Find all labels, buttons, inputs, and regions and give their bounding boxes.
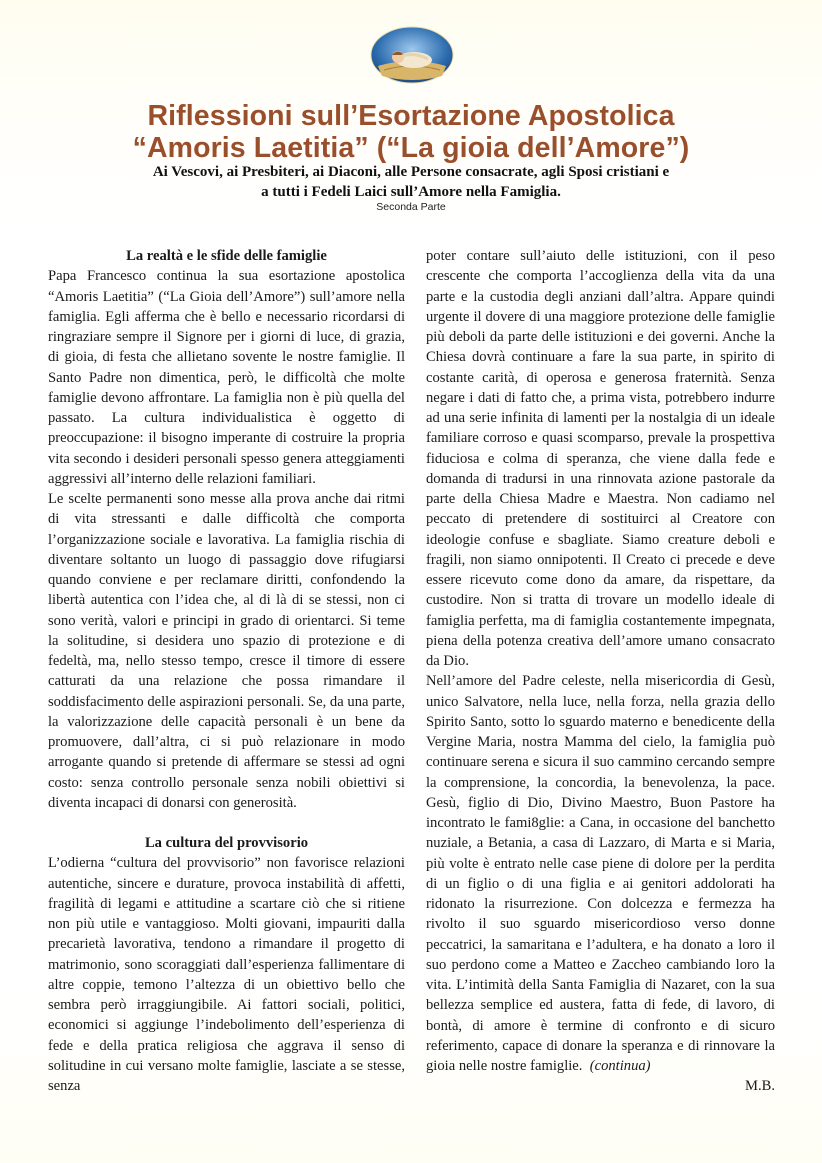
body-paragraph: Papa Francesco continua la sua esortazione apostolica “Amoris Laetitia” (“La Gioia dell’Amore”) sull’amore nella famiglia. Egli afferma che è bello e necessario ricordarsi di ringraziare sempre il Signore per i giorni di luce, di grazia, di gioia, di festa che allietano sovente le nostre famiglie. Il Santo Padre non dimentica, però, le difficoltà che molte famiglie devono affrontare. La famiglia non è più quella del passato. La cultura individualistica è oggetto di preoccupazione: il bisogno imperante di costruire la propria vita secondo i desideri personali spesso genera atteggiamenti aggressivi all’interno delle relazioni familiari. xyxy=(48,268,405,487)
section-spacer xyxy=(48,813,405,833)
continua-label: (continua) xyxy=(589,1058,651,1074)
right-column xyxy=(426,246,775,1097)
final-paragraph-text: Nell’amore del Padre celeste, nella misericordia di Gesù, unico Salvatore, nella luce, nella forza, nella grazia dello Spirito Santo, sotto lo sguardo materno e benedicente della Vergine Maria, nostra Mamma del cielo, la famiglia può continuare serena e sicura il suo cammino cercando sempre la comprensione, la concordia, la benevolenza, la pace. Gesù, figlio di Dio, Divino Maestro, Buon Pastore ha incontrato le fami8glie: a Cana, in occasione del banchetto nuziale, a Betania, a casa di Lazzaro, di Marta e si Maria, più volte è entrato nelle case piene di dolore per la perdita di un figlio o di una figlia e ai genitori addolorati ha ridonato la risurrezione. Con dolcezza e fermezza ha rivolto il suo sguardo misericordioso verso donne peccatrici, la samaritana e l’adultera, e ha donato a loro il suo perdono come a Matteo e Zaccheo cambiando loro la vita. L’intimità della Santa Famiglia di Nazaret, con la sua bellezza semplice ed austera, fatta di fede, di lavoro, di bontà, di amore è termine di confronto e di sicuro referimento, capace di donare la speranza e di rinnovare la gioia nelle nostre famiglie. xyxy=(426,673,775,1074)
title-line-1: Riflessioni sull’Esortazione Apostolica xyxy=(147,100,675,132)
section-heading-provvisorio: La cultura del provvisorio xyxy=(144,835,309,851)
part-label: Seconda Parte xyxy=(376,201,446,213)
body-paragraph: Le scelte permanenti sono messe alla prova anche dai ritmi di vita stressanti e dalle difficoltà che comporta l’organizzazione sociale e lavorativa. La famiglia rischia di diventare soltanto un luogo di passaggio dove rifugiarsi quando conviene e per reclamare diritti, confondendo la libertà autentica con l’idea che, al di là di se stessi, non ci sono verità, valori e principi in grado di orientarci. Si teme la solitudine, si desidera uno spazio di protezione e di fedeltà, ma, nello stesso tempo, cresce il timore di essere catturati da una relazione che possa rimandare il soddisfacimento delle aspirazioni personali. Se, da una parte, la valorizzazione delle capacità personali è un bene da promuovere, dall’altra, ci si può relazionare in modo arrogante quando si pretende di affermare se stessi ad ogni costo: senza controllo personale senza nobili obiettivi si diventa incapaci di donarsi con generosità. xyxy=(48,491,405,811)
subtitle-line-1: Ai Vescovi, ai Presbiteri, ai Diaconi, alle Persone consacrate, agli Sposi cristiani e xyxy=(152,164,670,180)
article-title xyxy=(60,100,762,164)
body-paragraph-final xyxy=(426,671,775,1076)
body-paragraph: L’odierna “cultura del provvisorio” non favorisce relazioni autentiche, sincere e durature, provoca instabilità di affetti, fragilità di legami e attitudine a scartare ciò che si ritiene non più utile e vantaggioso. Molti giovani, impauriti dalla precarietà lavorativa, tendono a rimandare il progetto di matrimonio, sono scoraggiati dall’esperienza fallimentare di altre coppie, temono l’altezza di un obiettivo bello che sembra però irraggiungibile. Ai fattori sociali, politici, economici si aggiunge l’indebolimento dell’esperienza di fede e della pratica religiosa che aggrava il senso di solitudine in cui versano molte famiglie, lasciate a se stesse, senza xyxy=(48,855,405,1094)
section-heading-realta: La realtà e le sfide delle famiglie xyxy=(126,248,327,264)
title-line-2: “Amoris Laetitia” (“La gioia dell’Amore”) xyxy=(132,132,690,164)
body-paragraph: poter contare sull’aiuto delle istituzioni, con il peso crescente che comporta l’accoglienza della vita da una parte e la custodia degli anziani dall’altra. Appare quindi urgente il dovere di una maggiore protezione delle famiglie più deboli da parte delle istituzioni e dei governi. Anche la Chiesa dovrà continuare a fare la sua parte, in spirito di costante carità, di operosa e generosa fraternità. Senza negare i dati di fatto che, a prima vista, potrebbero indurre ad una serie infinita di lamenti per la nostalgia di un ideale familiare corroso e quasi scomparso, prevale la prospettiva fiduciosa e colma di speranza, che viene dalla fede e domanda di tradursi in una rinnovata azione pastorale da parte della Chiesa Madre e Maestra. Non cadiamo nel peccato di pretendere di sostituirci al Creatore con ideologie confuse e sbagliate. Siamo creature deboli e fragili, non siamo onnipotenti. Il Creato ci precede e deve essere ricevuto come dono da amare, da rispettare, da custodire. Non si tratta di trovare un modello ideale di famiglia perfetta, ma di famiglia costantemente impegnata, piena della potenza creativa dell’amore umano consacrato da Dio. xyxy=(426,248,775,669)
author-signature: M.B. xyxy=(744,1078,775,1095)
nativity-child-medallion-icon xyxy=(370,26,454,84)
article-subtitle xyxy=(100,162,722,202)
subtitle-line-2: a tutti i Fedeli Laici sull’Amore nella Famiglia. xyxy=(261,184,561,200)
left-column xyxy=(48,246,405,1096)
